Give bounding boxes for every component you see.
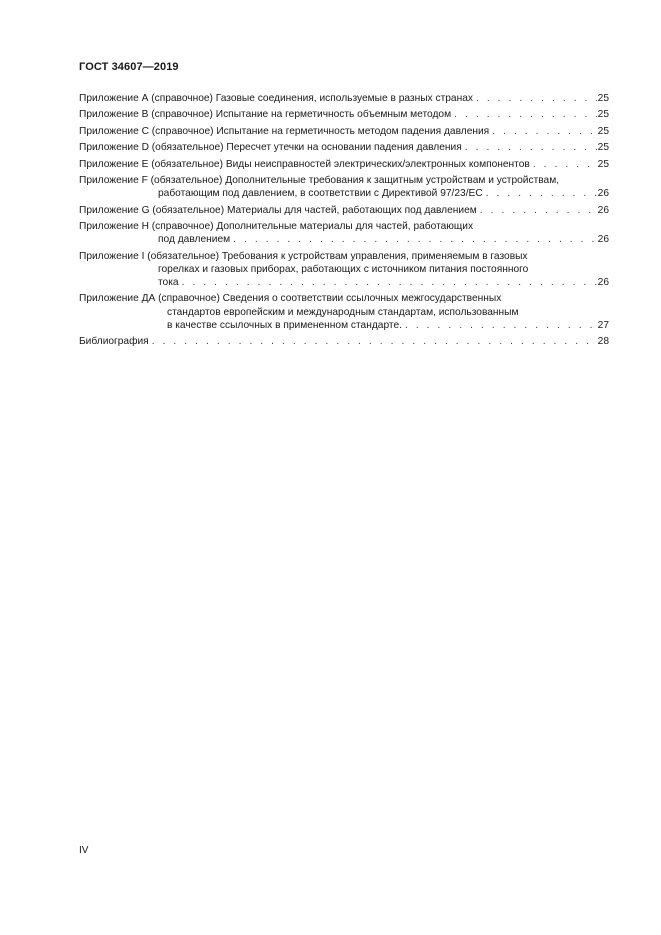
- toc-entry-title: Приложение ДА (справочное) Сведения о соответствии ссылочных межгосударственных: [79, 293, 502, 305]
- toc-entry-title-continuation: стандартов европейским и международным стандартам, использованным: [167, 306, 519, 318]
- toc-entry-appendix-c[interactable]: [79, 125, 609, 138]
- toc-page-number: 26: [597, 204, 609, 216]
- toc-entry-title-continuation: горелках и газовых приборах, работающих с источником питания постоянного: [158, 263, 529, 275]
- toc-entry-appendix-i[interactable]: [79, 250, 609, 290]
- toc-entry-title: Приложение Е (обязательное) Виды неисправностей электрических/электронных компонентов: [79, 158, 530, 170]
- toc-entry-appendix-d[interactable]: [79, 141, 609, 154]
- dot-leader: [492, 125, 596, 138]
- dot-leader: [486, 187, 597, 200]
- dot-leader: [152, 335, 597, 348]
- toc-entry-title-continuation: под давлением: [158, 234, 231, 246]
- toc-page-number: 25: [597, 142, 609, 154]
- toc-page-number: 26: [597, 188, 609, 200]
- toc-entry-title: Приложение F (обязательное) Дополнительные требования к защитным устройствам и устройствам,: [79, 174, 560, 186]
- toc-entry-title-continuation: тока: [158, 276, 179, 288]
- toc-entry-appendix-da[interactable]: [79, 292, 609, 332]
- toc-entry-title-continuation: в качестве ссылочных в примененном стандарте.: [167, 319, 402, 331]
- toc-entry-title: Приложение I (обязательное) Требования к устройствам управления, применяемым в газовых: [79, 250, 528, 262]
- toc-entry-title-continuation: работающим под давлением, в соответствии с Директивой 97/23/ЕС: [158, 188, 483, 200]
- toc-entry-bibliography[interactable]: [79, 335, 609, 348]
- dot-leader: [480, 204, 597, 217]
- dot-leader: [476, 92, 597, 105]
- table-of-contents: [79, 92, 609, 352]
- toc-entry-title: Приложение А (справочное) Газовые соединения, используемые в разных странах: [79, 93, 473, 104]
- toc-entry-title: Приложение D (обязательное) Пересчет утечки на основании падения давления: [79, 142, 462, 154]
- toc-entry-appendix-e[interactable]: [79, 158, 609, 171]
- document-title: ГОСТ 34607—2019: [79, 61, 179, 73]
- toc-page-number: 27: [597, 319, 609, 331]
- toc-entry-appendix-a[interactable]: [79, 92, 609, 105]
- dot-leader: [233, 233, 597, 246]
- dot-leader: [465, 141, 597, 154]
- toc-entry-appendix-g[interactable]: [79, 204, 609, 217]
- toc-page-number: 25: [597, 93, 609, 104]
- toc-entry-title: Приложение G (обязательное) Материалы для частей, работающих под давлением: [79, 204, 477, 216]
- dot-leader: [405, 319, 597, 332]
- toc-entry-title: Приложение С (справочное) Испытание на герметичность методом падения давления: [79, 125, 490, 137]
- toc-entry-title: Приложение Н (справочное) Дополнительные материалы для частей, работающих: [79, 220, 474, 232]
- toc-entry-title: Библиография: [79, 336, 149, 348]
- page-number: IV: [79, 845, 89, 856]
- toc-entry-appendix-b[interactable]: [79, 108, 609, 121]
- dot-leader: [454, 108, 597, 121]
- toc-page-number: 26: [597, 234, 609, 246]
- toc-page-number: 25: [597, 158, 609, 170]
- toc-page-number: 25: [597, 109, 609, 121]
- toc-entry-appendix-f[interactable]: [79, 174, 609, 200]
- toc-page-number: 25: [597, 125, 609, 137]
- dot-leader: [182, 276, 597, 289]
- toc-page-number: 26: [597, 276, 609, 288]
- toc-entry-appendix-h[interactable]: [79, 220, 609, 246]
- toc-page-number: 28: [597, 336, 609, 348]
- dot-leader: [533, 158, 597, 171]
- toc-entry-title: Приложение В (справочное) Испытание на герметичность объемным методом: [79, 109, 452, 121]
